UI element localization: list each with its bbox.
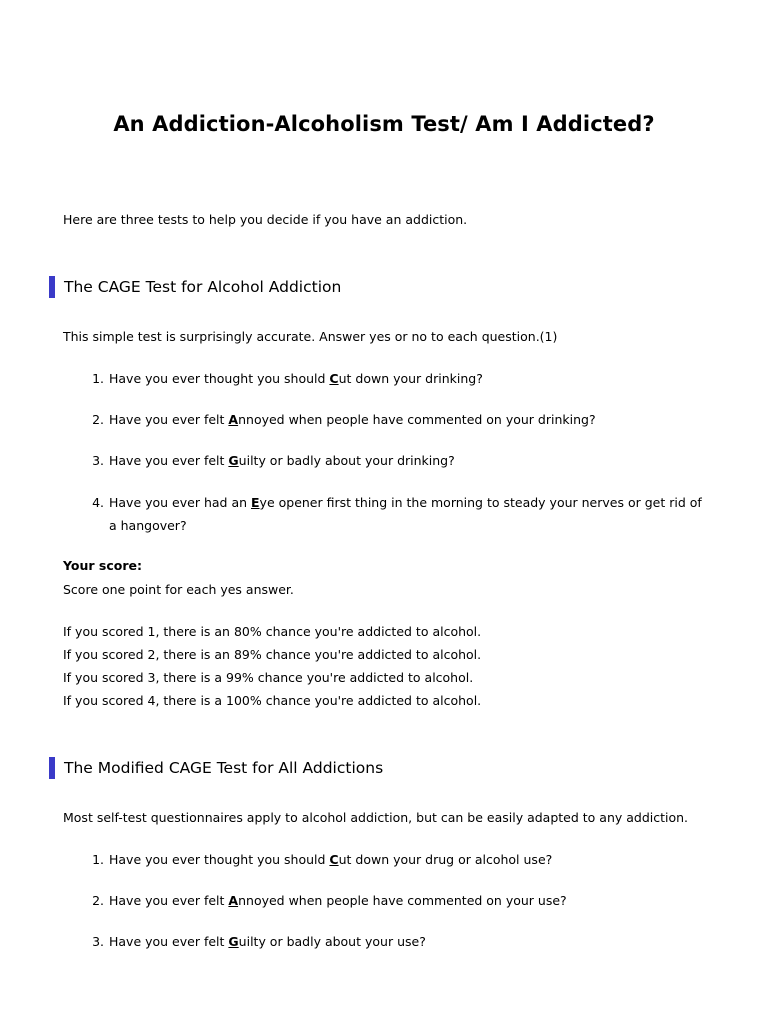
keyword-letter: G bbox=[228, 453, 239, 468]
section-heading-text: The CAGE Test for Alcohol Addiction bbox=[64, 278, 342, 296]
score-result: If you scored 4, there is a 100% chance you're addicted to alcohol. bbox=[63, 693, 482, 708]
score-result: If you scored 3, there is a 99% chance you're addicted to alcohol. bbox=[63, 670, 474, 685]
section-heading-text: The Modified CAGE Test for All Addictions bbox=[64, 759, 384, 777]
list-item-text: Have you ever thought you should Cut down your drug or alcohol use? bbox=[109, 852, 553, 867]
score-result: If you scored 2, there is an 89% chance you're addicted to alcohol. bbox=[63, 647, 482, 662]
section-description: Most self-test questionnaires apply to alcohol addiction, but can be easily adapted to any addiction. bbox=[63, 810, 689, 825]
keyword-letter: A bbox=[228, 893, 239, 908]
section-heading-modified-cage bbox=[49, 756, 383, 780]
keyword-letter: G bbox=[228, 934, 239, 949]
list-item-number: 4. bbox=[92, 495, 104, 510]
list-item-text: Have you ever had an Eye opener first thing in the morning to steady your nerves or get rid of a hangover? bbox=[109, 495, 702, 533]
keyword-letter: A bbox=[228, 412, 239, 427]
list-item-text: Have you ever felt Guilty or badly about your use? bbox=[109, 934, 426, 949]
heading-accent-bar bbox=[49, 276, 55, 298]
list-item-number: 1. bbox=[92, 371, 104, 386]
list-item-number: 3. bbox=[92, 453, 104, 468]
heading-accent-bar bbox=[49, 757, 55, 779]
keyword-letter: E bbox=[251, 495, 260, 510]
list-item-text: Have you ever felt Guilty or badly about your drinking? bbox=[109, 453, 455, 468]
keyword-letter: C bbox=[329, 852, 339, 867]
section-description: This simple test is surprisingly accurate. Answer yes or no to each question.(1) bbox=[63, 329, 558, 344]
score-instruction: Score one point for each yes answer. bbox=[63, 582, 294, 597]
section-heading-cage bbox=[49, 275, 341, 299]
list-item-number: 2. bbox=[92, 412, 104, 427]
list-item-text: Have you ever felt Annoyed when people have commented on your drinking? bbox=[109, 412, 596, 427]
score-label: Your score: bbox=[63, 558, 142, 573]
list-item-number: 3. bbox=[92, 934, 104, 949]
list-item-text: Have you ever felt Annoyed when people have commented on your use? bbox=[109, 893, 567, 908]
list-item-number: 2. bbox=[92, 893, 104, 908]
intro-text: Here are three tests to help you decide if you have an addiction. bbox=[63, 212, 468, 227]
page-title: An Addiction-Alcoholism Test/ Am I Addicted? bbox=[113, 112, 655, 136]
list-item-number: 1. bbox=[92, 852, 104, 867]
score-result: If you scored 1, there is an 80% chance you're addicted to alcohol. bbox=[63, 624, 482, 639]
list-item-text: Have you ever thought you should Cut down your drinking? bbox=[109, 371, 483, 386]
keyword-letter: C bbox=[329, 371, 339, 386]
